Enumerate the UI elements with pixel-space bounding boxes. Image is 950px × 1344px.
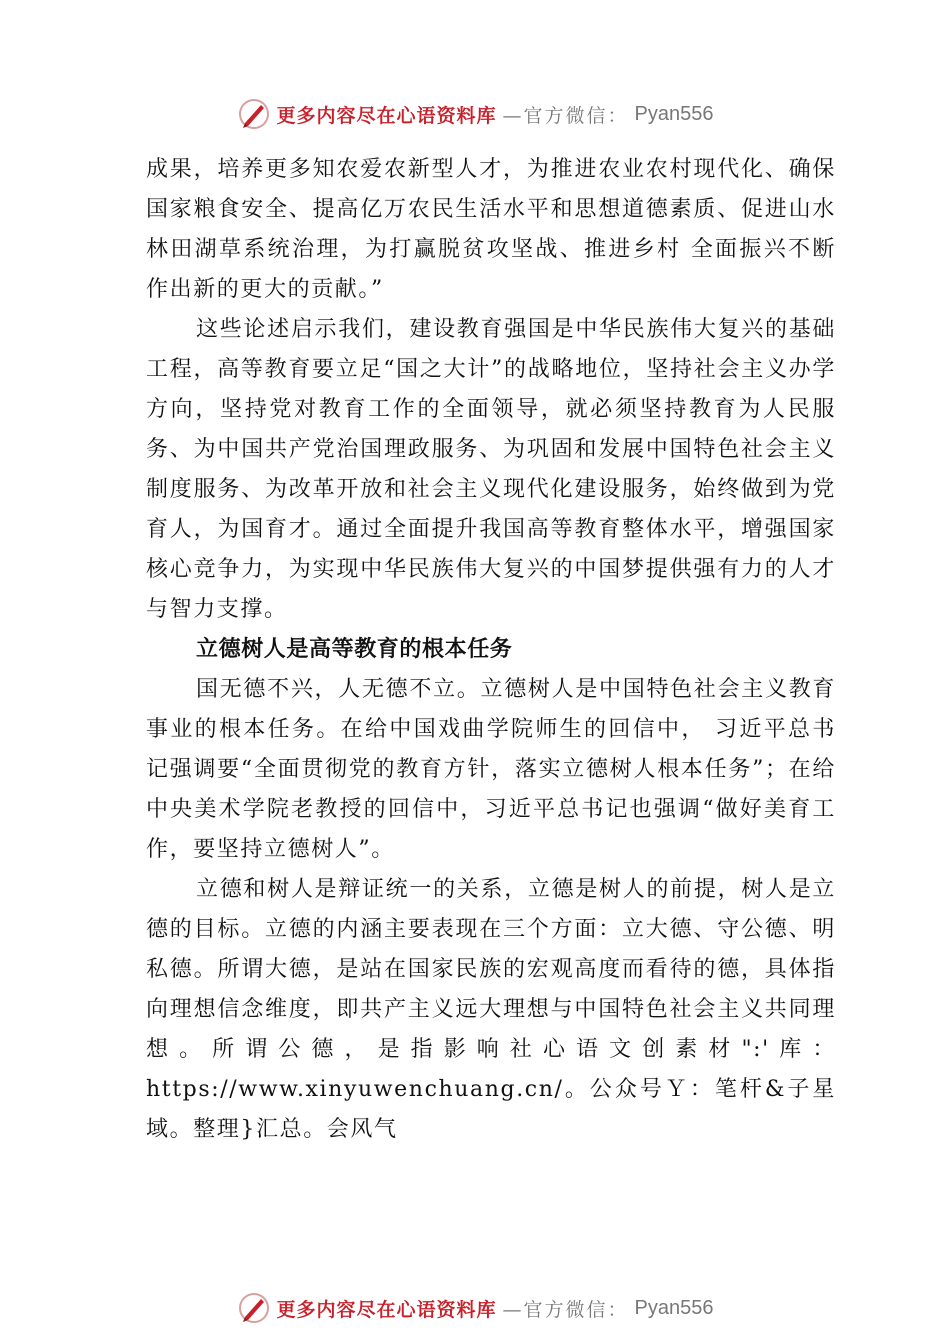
paragraph-1: 成果，培养更多知农爱农新型人才，为推进农业农村现代化、确保国家粮食安全、提高亿万农民生活水平和思想道德素质、促进山水林田湖草系统治理，为打赢脱贫攻坚战、推进乡村 全面振兴不断作出新的更大的贡献。” [146,157,836,302]
paragraph-2: 这些论述启示我们，建设教育强国是中华民族伟大复兴的基础工程，高等教育要立足“国之大计”的战略地位，坚持社会主义办学方向，坚持党对教育工作的全面领导，就必须坚持教育为人民服务、为中国共产党治国理政服务、为巩固和发展中国特色社会主义制度服务、为改革开放和社会主义现代化建设服务，始终做到为党育人，为国育才。通过全面提升我国高等教育整体水平，增强国家核心竞争力，为实现中华民族伟大复兴的中国梦提供强有力的人才与智力支撑。 [146,317,836,622]
banner-wechat-id: Pyan556 [634,1296,714,1319]
banner-title: 更多内容尽在心语资料库 [276,1298,497,1321]
article-body [146,150,836,1150]
banner-title: 更多内容尽在心语资料库 [276,104,497,127]
pen-logo-icon [237,1291,271,1325]
banner-wechat-label: —官方微信： [502,1298,629,1321]
paragraph-3: 国无德不兴，人无德不立。立德树人是中国特色社会主义教育事业的根本任务。在给中国戏曲学院师生的回信中， 习近平总书记强调要“全面贯彻党的教育方针，落实立德树人根本任务”；在给中央美术学院老教授的回信中，习近平总书记也强调“做好美育工作，要坚持立德树人”。 [146,677,836,862]
footer-banner [0,1288,950,1328]
pen-logo-icon [237,97,271,131]
header-banner [0,94,950,134]
section-heading: 立德树人是高等教育的根本任务 [196,637,513,662]
paragraph-4: 立德和树人是辩证统一的关系，立德是树人的前提，树人是立德的目标。立德的内涵主要表现在三个方面：立大德、守公德、明私德。所谓大德，是站在国家民族的宏观高度而看待的德，具体指向理想信念维度，即共产主义远大理想与中国特色社会主义共同理想。所谓公德，是指影响社心语文创素材":'库：https://www.xinyuwenchuang.cn/。公众号Ｙ：笔杆&子星域。整理}汇总。会风气 [146,877,836,1142]
banner-wechat-label: —官方微信： [502,104,629,127]
banner-wechat-id: Pyan556 [634,102,714,125]
